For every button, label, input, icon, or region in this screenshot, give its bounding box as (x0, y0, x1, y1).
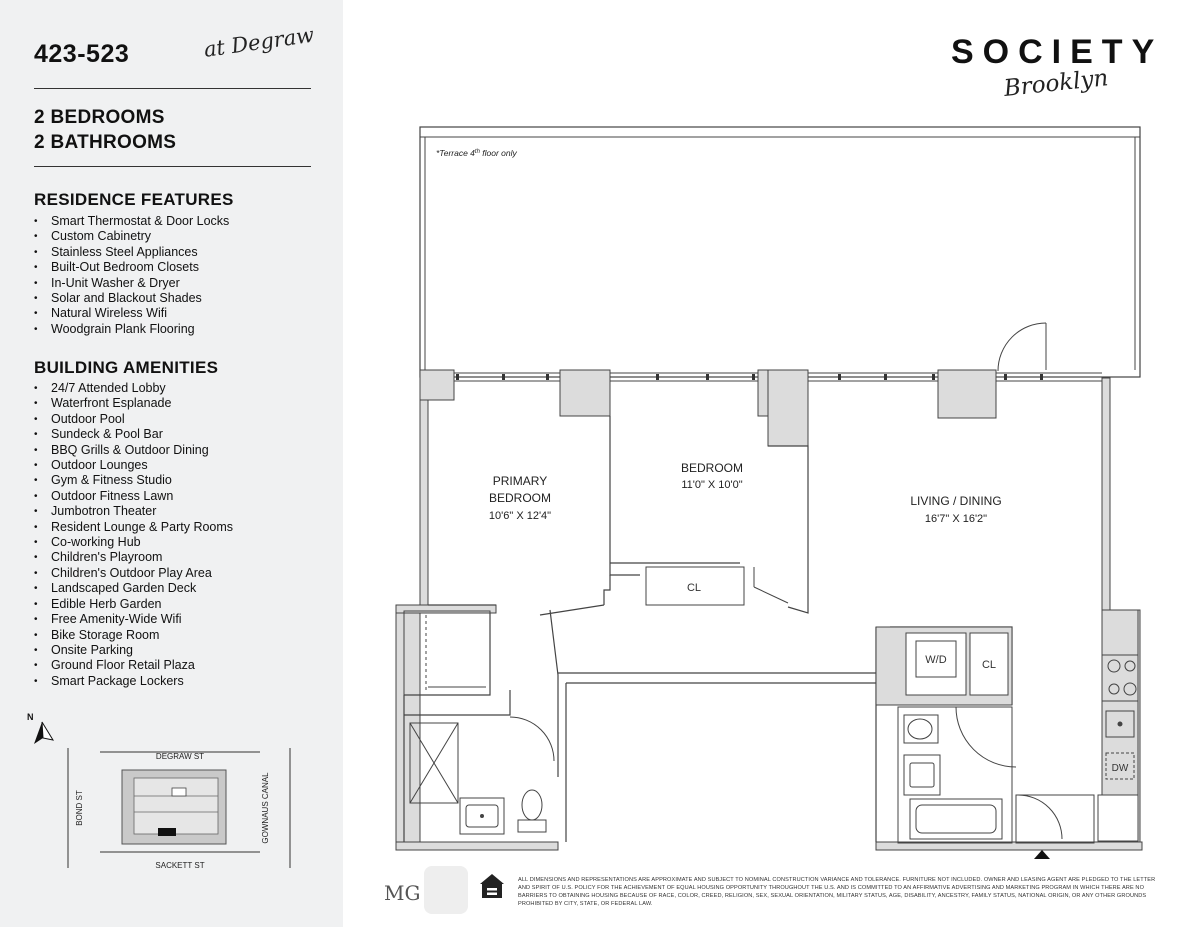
living-dining-label: LIVING / DINING (910, 494, 1002, 508)
primary-bath (410, 717, 554, 834)
legal-disclaimer: ALL DIMENSIONS AND REPRESENTATIONS ARE APPROXIMATE AND SUBJECT TO NOMINAL CONSTRUCTION VARIANCE AND TOLERANCE. FURNITURE NOT INCLUDED. OWNER AND LEASING AGENT ARE PLEDGED TO THE LETTER AND SPIRIT OF U.S. POLICY FOR THE ACHIEVEMENT OF EQUAL HOUSING OPPORTUNITY THROUGHOUT THE U.S. AND IS COMMITTED TO AN AFFIRMATIVE ADVERTISING AND MARKETING PROGRAM IN WHICH THERE ARE NO BARRIERS TO OBTAINING HOUSING BECAUSE OF RACE, COLOR, CREED, RELIGION, SEX, SEXUAL ORIENTATION, MILITARY STATUS, AGE, DISABILITY, ANCESTRY, FAMILY STATUS, NATIONAL ORIGIN, OR ANY OTHER GROUNDS PROHIBITED BY CITY, STATE, OR FEDERAL LAW. (518, 877, 1156, 907)
hall-closet-label: CL (981, 659, 997, 671)
partner-logo-placeholder (424, 866, 468, 914)
residence-feature-item: • Solar and Blackout Shades (34, 291, 229, 306)
equal-housing-icon (480, 874, 504, 898)
building-amenity-item: • Co-working Hub (34, 535, 233, 550)
building-amenity-item: • 24/7 Attended Lobby (34, 381, 233, 396)
entry-arrow-icon (1034, 850, 1050, 859)
residence-feature-item: • Natural Wireless Wifi (34, 306, 229, 321)
building-amenity-item: • Bike Storage Room (34, 628, 233, 643)
building-amenities-list (34, 381, 233, 689)
building-amenity-item: • Free Amenity-Wide Wifi (34, 612, 233, 627)
bath-door-swing (510, 717, 554, 761)
developer-logo: MG (384, 881, 421, 905)
unit-number: 423-523 (34, 40, 130, 68)
primary-bedroom-label-1: PRIMARY (492, 474, 548, 488)
building-amenity-item: • Waterfront Esplanade (34, 396, 233, 411)
building-amenity-item: • Children's Outdoor Play Area (34, 566, 233, 581)
north-label: N (27, 712, 34, 722)
unit-summary (34, 105, 176, 155)
bedroom-count: 2 BEDROOMS (34, 107, 165, 128)
bedroom-closet (646, 567, 788, 605)
locator-map (20, 700, 320, 900)
building-amenities-title: BUILDING AMENITIES (34, 358, 219, 377)
terrace-note: *Terrace 4th floor only (436, 148, 517, 158)
building-amenity-item: • Sundeck & Pool Bar (34, 427, 233, 442)
apartment-walls (396, 370, 1142, 850)
floor-plan (380, 115, 1180, 865)
building-amenity-item: • Children's Playroom (34, 550, 233, 565)
street-degraw: DEGRAW ST (155, 752, 205, 761)
building-amenity-item: • BBQ Grills & Outdoor Dining (34, 443, 233, 458)
building-amenity-item: • Ground Floor Retail Plaza (34, 658, 233, 673)
divider (34, 88, 311, 89)
washer-dryer-label: W/D (925, 654, 947, 666)
building-amenity-item: • Landscaped Garden Deck (34, 581, 233, 596)
residence-features-title: RESIDENCE FEATURES (34, 190, 234, 209)
primary-bedroom-label-2: BEDROOM (488, 491, 552, 505)
building-amenity-item: • Outdoor Pool (34, 412, 233, 427)
building-amenity-item: • Edible Herb Garden (34, 597, 233, 612)
footer-logos (380, 862, 510, 917)
toilet-icon (518, 820, 546, 832)
divider (34, 166, 311, 167)
bedroom-dimensions: 11'0" X 10'0" (681, 479, 743, 491)
brand-script: Brooklyn (1002, 65, 1110, 102)
residence-feature-item: • Custom Cabinetry (34, 229, 229, 244)
building-amenity-item: • Onsite Parking (34, 643, 233, 658)
building-amenity-item: • Jumbotron Theater (34, 504, 233, 519)
residence-features-list (34, 214, 229, 337)
residence-feature-item: • Built-Out Bedroom Closets (34, 260, 229, 275)
dishwasher-label: DW (1111, 763, 1129, 774)
building-amenity-item: • Outdoor Lounges (34, 458, 233, 473)
building-amenity-item: • Gym & Fitness Studio (34, 473, 233, 488)
refrigerator (1098, 795, 1138, 841)
bedroom-closet-label: CL (686, 582, 702, 594)
building-courtyard (134, 778, 218, 834)
bath-sink-icon (904, 755, 940, 795)
entrance-marker (158, 828, 176, 836)
building-amenity-item: • Smart Package Lockers (34, 674, 233, 689)
bath-door-swing (956, 707, 1016, 767)
bedroom-label: BEDROOM (680, 461, 744, 475)
residence-feature-item: • In-Unit Washer & Dryer (34, 276, 229, 291)
building-script-name: at Degraw (202, 22, 316, 62)
north-arrow-icon (27, 712, 53, 744)
residence-feature-item: • Smart Thermostat & Door Locks (34, 214, 229, 229)
building-amenity-item: • Outdoor Fitness Lawn (34, 489, 233, 504)
living-dining-dimensions: 16'7" X 16'2" (924, 513, 988, 525)
brand-logo: SOCIETY (951, 33, 1164, 71)
primary-bedroom-dimensions: 10'6" X 12'4" (488, 510, 552, 522)
residence-feature-item: • Stainless Steel Appliances (34, 245, 229, 260)
bathroom-count: 2 BATHROOMS (34, 132, 177, 153)
street-gownaus-canal: GOWNAUS CANAL (261, 772, 270, 844)
building-amenity-item: • Resident Lounge & Party Rooms (34, 520, 233, 535)
street-bond: BOND ST (75, 790, 84, 826)
terrace (420, 127, 1140, 377)
street-sackett: SACKETT ST (155, 861, 205, 870)
unit-highlight (172, 788, 186, 796)
sidebar (0, 0, 343, 927)
residence-feature-item: • Woodgrain Plank Flooring (34, 322, 229, 337)
second-bath (898, 707, 1016, 843)
laundry-closets (876, 627, 1012, 705)
